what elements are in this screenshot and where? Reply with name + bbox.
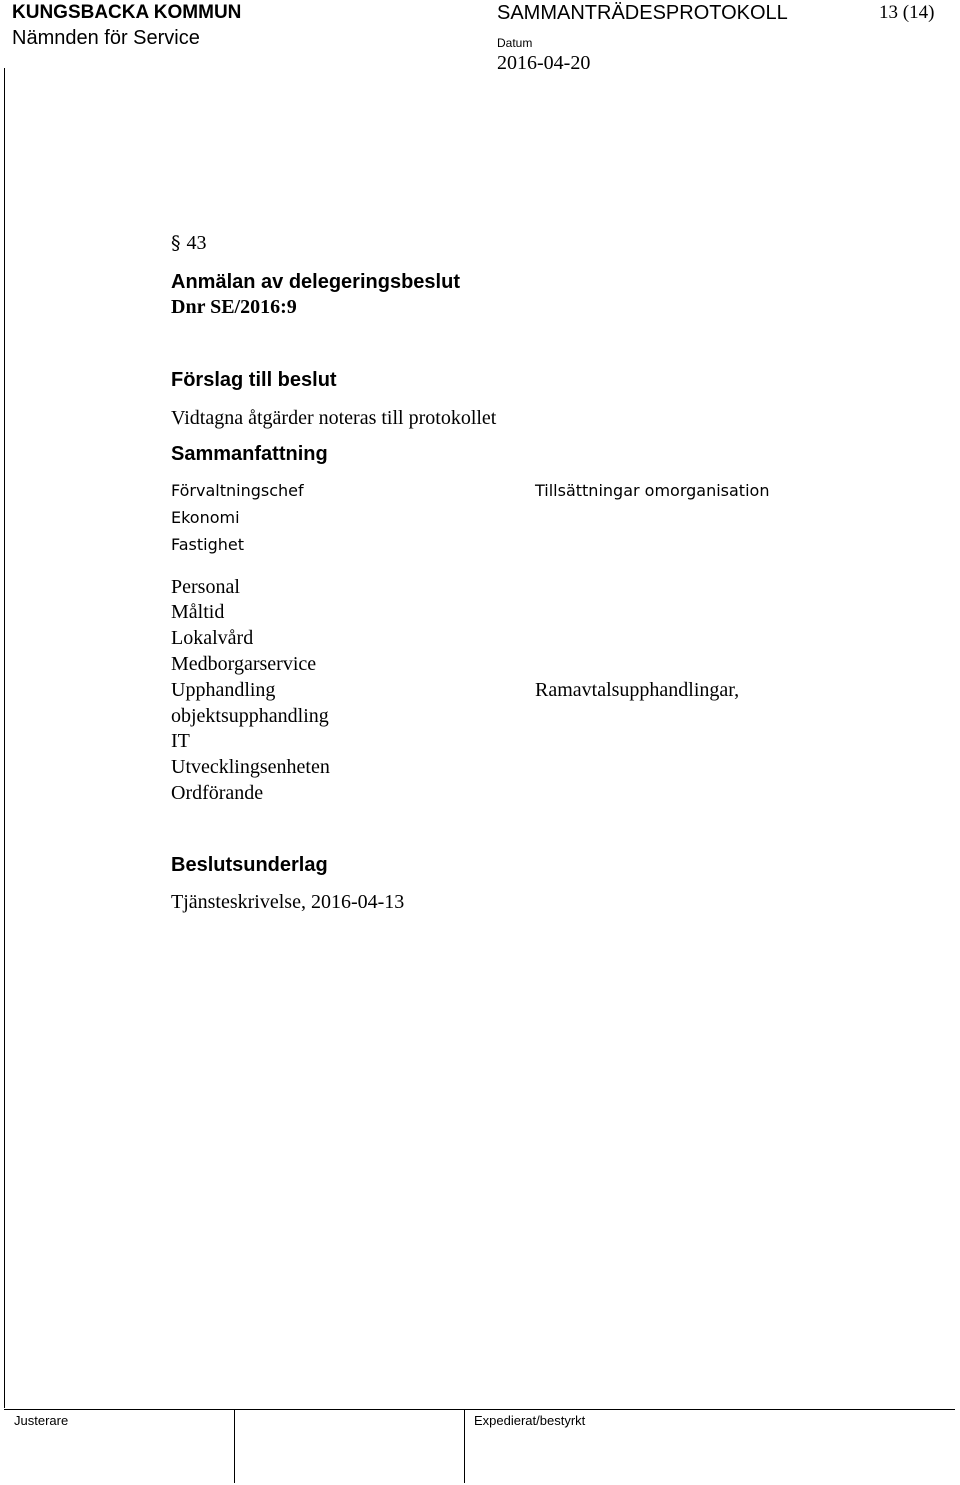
header-organization: KUNGSBACKA KOMMUN — [12, 2, 242, 23]
summary-list-item: Medborgarservice — [171, 653, 317, 675]
footer-column-divider — [464, 1410, 465, 1483]
item-title: Anmälan av delegeringsbeslut — [171, 271, 460, 293]
footer-column-divider — [234, 1410, 235, 1483]
summary-list-item: Upphandling — [171, 679, 276, 701]
footer-justerare-label: Justerare — [14, 1413, 69, 1428]
summary-right-note: Ramavtalsupphandlingar, — [535, 679, 740, 701]
item-dnr: Dnr SE/2016:9 — [171, 296, 297, 318]
basis-heading: Beslutsunderlag — [171, 854, 328, 876]
section-symbol: § — [171, 232, 181, 254]
header-date-label: Datum — [497, 36, 533, 50]
summary-list-item: objektsupphandling — [171, 705, 329, 727]
summary-list-item: Utvecklingsenheten — [171, 756, 330, 778]
header-page-number: 13 (14) — [879, 2, 935, 23]
summary-list-item: Personal — [171, 576, 240, 598]
basis-text: Tjänsteskrivelse, 2016-04-13 — [171, 891, 405, 913]
proposal-text: Vidtagna åtgärder noteras till protokollet — [171, 407, 497, 429]
summary-list-item: Fastighet — [171, 535, 245, 554]
summary-list-item: Måltid — [171, 601, 225, 623]
section-number: 43 — [186, 232, 207, 254]
summary-list-item: Ordförande — [171, 782, 264, 804]
summary-list-item: Förvaltningschef — [171, 481, 304, 500]
summary-heading: Sammanfattning — [171, 443, 328, 465]
summary-list-item: Lokalvård — [171, 627, 254, 649]
proposal-heading: Förslag till beslut — [171, 369, 337, 391]
summary-list-item: IT — [171, 730, 190, 752]
header-document-type: SAMMANTRÄDESPROTOKOLL — [497, 2, 788, 24]
summary-right-note: Tillsättningar omorganisation — [535, 481, 770, 500]
left-margin-rule — [4, 68, 5, 1408]
footer-expedierat-label: Expedierat/bestyrkt — [474, 1413, 586, 1428]
header-date: 2016-04-20 — [497, 52, 591, 74]
section-number-line — [171, 232, 207, 255]
summary-list-item: Ekonomi — [171, 508, 240, 527]
header-committee: Nämnden för Service — [12, 27, 200, 49]
